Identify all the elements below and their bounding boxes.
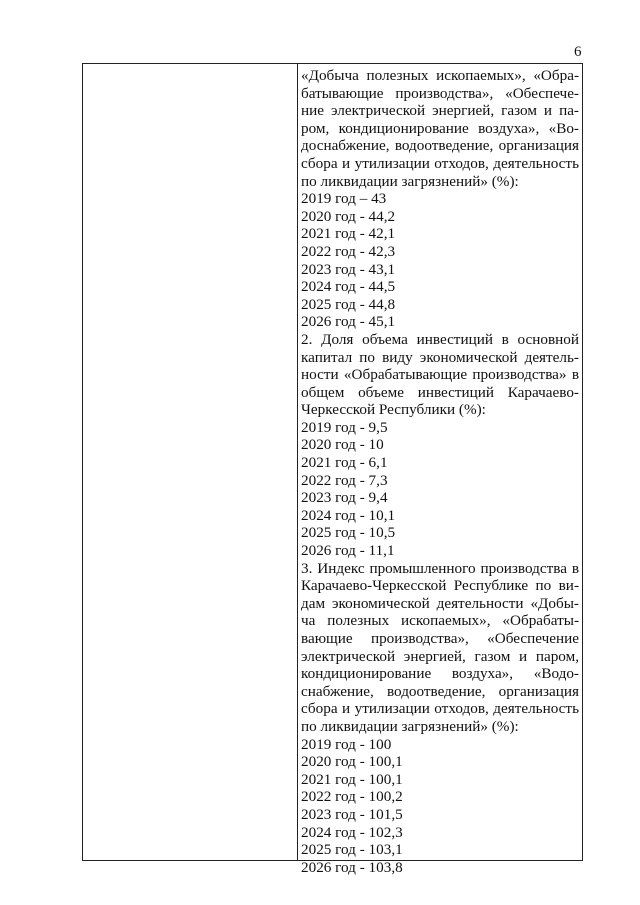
text-line: по ликвидации загрязнений» (%):	[301, 717, 519, 735]
text-line: сбора и утилизации отходов, деятельность	[301, 700, 579, 718]
text-line: 3. Индекс промышленного производства в	[301, 559, 579, 577]
text-line: снабжение, водоотведение, организация	[301, 682, 579, 700]
text-line: 2025 год - 10,5	[301, 524, 396, 542]
text-line: 2025 год - 44,8	[301, 295, 396, 313]
text-line: по ликвидации загрязнений» (%):	[301, 172, 519, 190]
text-line: сбора и утилизации отходов, деятельность	[301, 154, 579, 172]
text-line: 2023 год - 101,5	[301, 805, 403, 823]
text-line: 2022 год - 7,3	[301, 471, 388, 489]
text-line: электрической энергией, газом и паром,	[301, 647, 579, 665]
text-line: 2026 год - 103,8	[301, 858, 403, 876]
text-line: вающие производства», «Обеспечение	[301, 630, 579, 647]
text-line: капитал по виду экономической деятель-	[301, 348, 579, 366]
text-line: 2021 год - 6,1	[301, 454, 388, 472]
text-line: 2024 год - 10,1	[301, 506, 396, 524]
text-line: «Добыча полезных ископаемых», «Обра-	[301, 67, 579, 84]
column-divider	[297, 64, 298, 860]
right-column-cell	[301, 67, 579, 876]
text-line: 2025 год - 103,1	[301, 841, 403, 859]
text-line: ром, кондиционирование воздуха», «Во-	[301, 119, 579, 137]
text-line: ние электрической энергией, газом и па-	[301, 102, 579, 120]
text-line: 2019 год - 100	[301, 735, 392, 753]
text-line: 2026 год - 11,1	[301, 542, 395, 560]
text-line: 2023 год - 9,4	[301, 489, 388, 507]
text-line: 2020 год - 100,1	[301, 753, 403, 771]
text-line: 2022 год - 42,3	[301, 242, 396, 260]
text-line: 2020 год - 44,2	[301, 207, 396, 225]
text-line: 2. Доля объема инвестиций в основной	[301, 330, 579, 348]
text-line: общем объеме инвестиций Карачаево-	[301, 383, 579, 401]
text-line: доснабжение, водоотведение, организация	[301, 137, 579, 155]
text-line: 2021 год - 100,1	[301, 770, 403, 788]
text-line: 2020 год - 10	[301, 436, 384, 454]
text-line: 2026 год - 45,1	[301, 313, 396, 331]
text-line: 2024 год - 44,5	[301, 278, 396, 296]
text-line: батывающие производства», «Обеспече-	[301, 84, 579, 102]
text-line: дам экономической деятельности «Добы-	[301, 594, 579, 612]
text-line: кондиционирование воздуха», «Водо-	[301, 665, 579, 683]
text-line: ча полезных ископаемых», «Обрабаты-	[301, 612, 579, 630]
text-line: 2019 год – 43	[301, 190, 387, 208]
text-line: Карачаево-Черкесской Республике по ви-	[301, 577, 579, 595]
text-line: 2023 год - 43,1	[301, 260, 396, 278]
text-line: 2022 год - 100,2	[301, 788, 403, 806]
text-line: 2024 год - 102,3	[301, 823, 403, 841]
page-number: 6	[574, 44, 582, 60]
text-line: 2021 год - 42,1	[301, 225, 396, 243]
text-line: ности «Обрабатывающие производства» в	[301, 366, 579, 384]
text-line: Черкесской Республики (%):	[301, 401, 486, 419]
document-table	[82, 63, 583, 876]
text-line: 2019 год - 9,5	[301, 418, 388, 436]
